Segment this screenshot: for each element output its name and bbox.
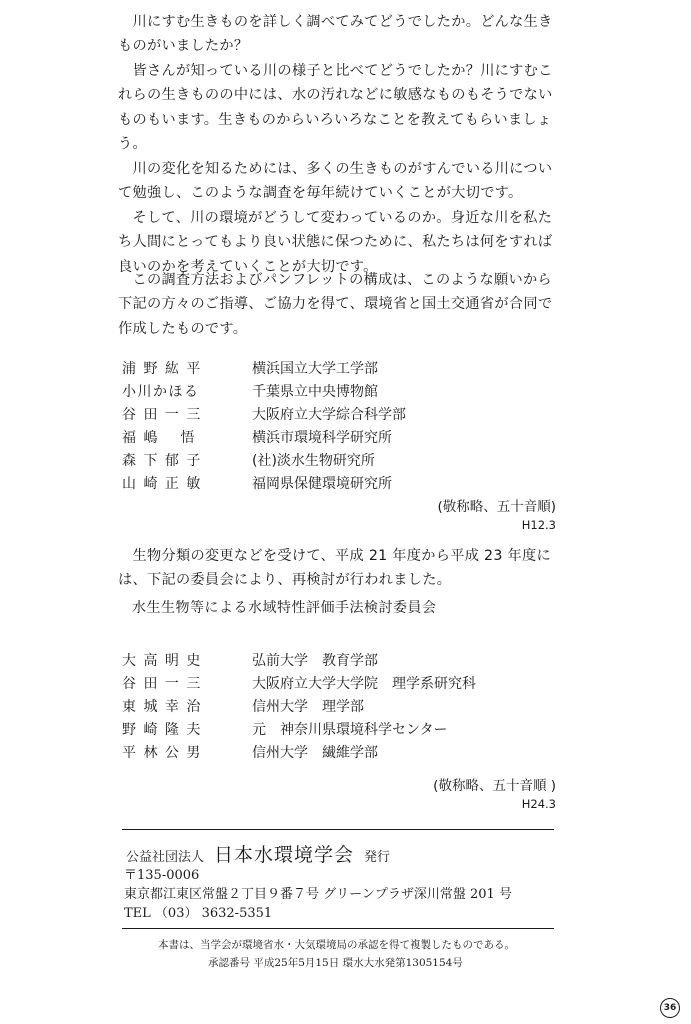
members-table-h24 — [122, 648, 582, 763]
approval-note: 本書は、当学会が環境省水・大気環境局の承認を得て複製したものである。 — [158, 939, 515, 951]
member-affiliation: (社)淡水生物研究所 — [252, 452, 375, 469]
publisher-line — [126, 840, 390, 867]
member-name: 谷 田 一 三 — [122, 675, 202, 692]
member-name: 浦 野 紘 平 — [122, 360, 202, 377]
member-row — [122, 471, 582, 494]
publisher-address: 東京都江東区常盤２丁目９番７号 グリーンプラザ深川常盤 201 号 — [124, 887, 512, 902]
member-name: 小川かほる — [122, 383, 200, 400]
page-number-badge: 36 — [660, 998, 680, 1018]
member-affiliation: 横浜国立大学工学部 — [252, 360, 378, 377]
publisher-name: 日本水環境学会 — [214, 844, 355, 866]
member-name: 谷 田 一 三 — [122, 406, 202, 423]
members-table-h12 — [122, 356, 582, 494]
member-affiliation: 福岡県保健環境研究所 — [252, 475, 392, 492]
member-name: 野 崎 隆 夫 — [122, 721, 202, 738]
member-affiliation: 元 神奈川県環境科学センター — [252, 721, 448, 738]
member-affiliation: 信州大学 繊維学部 — [252, 744, 378, 761]
member-affiliation: 大阪府立大学綜合科学部 — [252, 406, 406, 423]
intro-paragraph-4: そして、川の環境がどうして変わっているのか。身近な川を私たち人間にとってもより良い状態に保つために、私たちは何をすれば良いのかを考えていくことが大切です。 — [118, 210, 553, 275]
member-row — [122, 740, 582, 763]
member-affiliation: 千葉県立中央博物館 — [252, 383, 378, 400]
date-note-h12: H12.3 — [521, 518, 556, 532]
intro-paragraph-5: この調査方法およびパンフレットの構成は、このような願いから下記の方々のご指導、ご協力を得て、環境省と国土交通省が合同で作成したものです。 — [118, 272, 553, 337]
member-row — [122, 425, 582, 448]
date-note-h24: H24.3 — [521, 797, 556, 811]
member-affiliation: 横浜市環境科学研究所 — [252, 429, 392, 446]
publisher-role: 発行 — [364, 850, 391, 865]
intro-paragraph-3: 川の変化を知るためには、多くの生きものがすんでいる川について勉強し、このような調査を毎年続けていくことが大切です。 — [118, 161, 553, 202]
member-row — [122, 671, 582, 694]
member-affiliation: 大阪府立大学大学院 理学系研究科 — [252, 675, 476, 692]
honorific-note-h24: (敬称略、五十音順 ) — [433, 778, 556, 794]
revision-paragraph: 生物分類の変更などを受けて、平成 21 年度から平成 23 年度には、下記の委員会により、再検討が行われました。 — [118, 548, 551, 589]
publisher-tel: TEL （03） 3632-5351 — [124, 906, 273, 921]
member-row — [122, 648, 582, 671]
member-name: 山 崎 正 敏 — [122, 475, 202, 492]
member-name: 東 城 幸 治 — [122, 698, 202, 715]
member-row — [122, 402, 582, 425]
publisher-postal: 〒135-0006 — [124, 868, 200, 883]
honorific-note-h12: (敬称略、五十音順) — [437, 499, 556, 515]
divider-bottom — [122, 928, 554, 929]
member-row — [122, 694, 582, 717]
member-row — [122, 448, 582, 471]
intro-paragraph-2: 皆さんが知っている川の様子と比べてどうでしたか？川にすむこれらの生きものの中には、水の汚れなどに敏感なものもそうでないものもいます。生きものからいろいろなことを教えてもらいましょう。 — [118, 63, 553, 153]
publisher-org-type: 公益社団法人 — [126, 850, 205, 865]
member-name: 森 下 郁 子 — [122, 452, 202, 469]
member-name: 大 高 明 史 — [122, 652, 202, 669]
member-name: 平 林 公 男 — [122, 744, 202, 761]
intro-paragraph-1: 川にすむ生きものを詳しく調べてみてどうでしたか。どんな生きものがいましたか？ — [118, 14, 553, 55]
member-row — [122, 356, 582, 379]
member-row — [122, 717, 582, 740]
approval-number: 承認番号 平成25年5月15日 環水大水発第1305154号 — [208, 957, 463, 969]
member-name: 福 嶋 悟 — [122, 429, 196, 446]
member-affiliation: 信州大学 理学部 — [252, 698, 364, 715]
member-affiliation: 弘前大学 教育学部 — [252, 652, 378, 669]
member-row — [122, 379, 582, 402]
divider-top — [122, 829, 554, 830]
committee-name: 水生生物等による水域特性評価手法検討委員会 — [132, 600, 437, 616]
